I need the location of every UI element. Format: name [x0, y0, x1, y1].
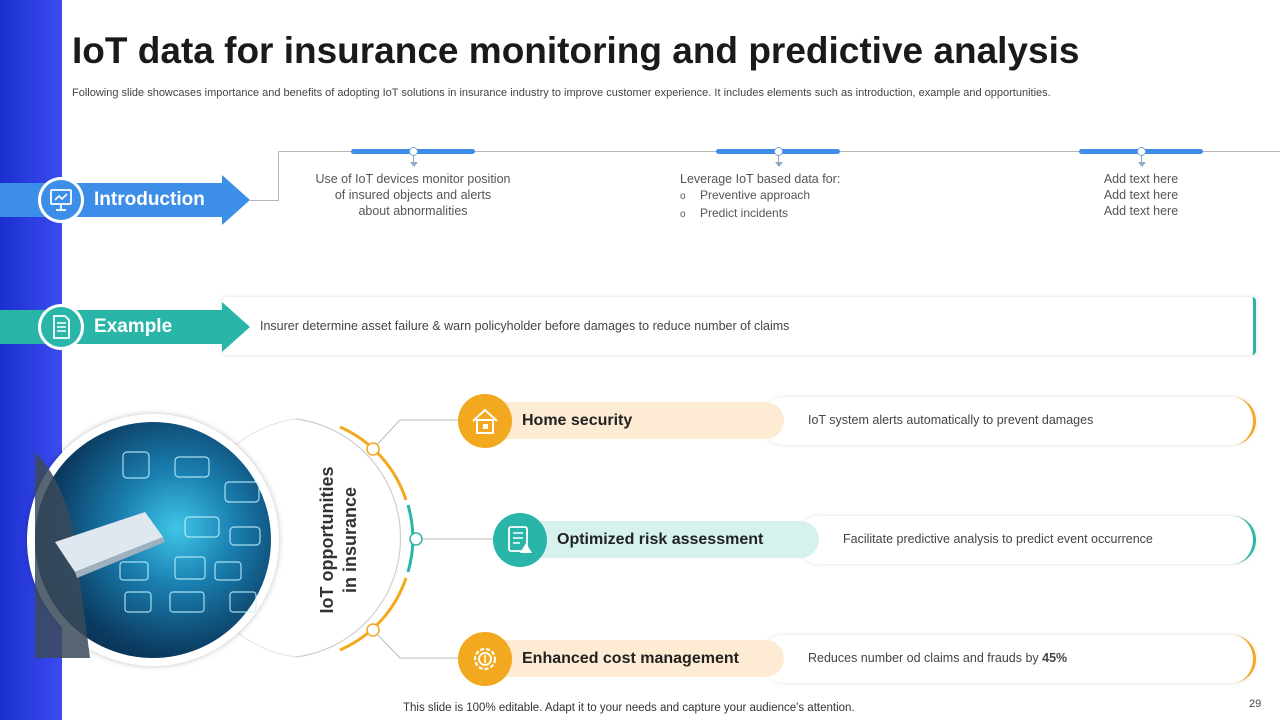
intro-col2-heading: Leverage IoT based data for:	[680, 172, 841, 186]
intro-col1-line3: about abnormalities	[358, 204, 468, 218]
gear-dollar-icon	[458, 632, 512, 686]
document-icon	[41, 307, 81, 347]
house-lock-icon	[458, 394, 512, 448]
example-badge	[38, 304, 84, 350]
opportunities-center-label	[300, 440, 360, 640]
intro-col3-arrow-icon	[1138, 162, 1146, 167]
introduction-arrow[interactable]	[0, 175, 252, 225]
intro-col2-text	[680, 171, 880, 223]
intro-col3-line2: Add text here	[1103, 188, 1179, 202]
page-number: 29	[1249, 698, 1262, 710]
intro-col3-line1: Add text here	[1103, 172, 1179, 186]
introduction-label: Introduction	[94, 189, 205, 210]
risk-assessment-description: Facilitate predictive analysis to predict event occurrence	[843, 532, 1153, 546]
intro-col1-line2: of insured objects and alerts	[334, 188, 492, 202]
intro-col1-dot	[409, 147, 418, 156]
intro-col2-bullet1: o Preventive approach	[680, 188, 811, 202]
page-title: IoT data for insurance monitoring and predictive analysis	[72, 30, 1080, 71]
svg-text:in insurance: in insurance	[340, 486, 360, 594]
home-security-pill	[484, 402, 784, 439]
intro-connector-vertical	[278, 151, 279, 201]
svg-text:IoT opportunities: IoT opportunities	[317, 466, 337, 614]
example-label: Example	[94, 316, 173, 337]
intro-col2-bullet2: o Predict incidents	[680, 206, 789, 220]
presentation-icon	[41, 180, 81, 220]
intro-col2-arrow-icon	[775, 162, 783, 167]
intro-col1-line1: Use of IoT devices monitor position	[315, 172, 511, 186]
risk-assessment-title: Optimized risk assessment	[557, 531, 764, 548]
checklist-warning-icon	[493, 513, 547, 567]
footer-note: This slide is 100% editable. Adapt it to your needs and capture your audience's attention.	[403, 702, 855, 714]
intro-col3-line3: Add text here	[1103, 204, 1179, 218]
page-subtitle: Following slide showcases importance and benefits of adopting IoT solutions in insurance industry to improve customer experience. It includes elements such as introduction, example and opportunities.	[72, 87, 1051, 99]
cost-management-pill	[484, 640, 784, 677]
intro-col2-dot	[774, 147, 783, 156]
intro-connector-horizontal	[250, 200, 279, 201]
cost-management-title: Enhanced cost management	[522, 650, 739, 667]
example-text: Insurer determine asset failure & warn policyholder before damages to reduce number of claims	[260, 319, 790, 333]
intro-col3-dot	[1137, 147, 1146, 156]
risk-assessment-pill	[519, 521, 819, 558]
example-arrow[interactable]	[0, 302, 252, 352]
intro-col1-arrow-icon	[410, 162, 418, 167]
introduction-badge	[38, 177, 84, 223]
intro-col3-text	[1080, 171, 1202, 219]
cost-management-percentage: 45%	[1042, 651, 1068, 665]
home-security-title: Home security	[522, 412, 633, 429]
cost-management-description: Reduces number od claims and frauds by 45%	[808, 651, 1068, 665]
home-security-description: IoT system alerts automatically to prevent damages	[808, 413, 1094, 427]
iot-tablet-image	[35, 422, 271, 658]
intro-col1-text	[300, 171, 526, 219]
